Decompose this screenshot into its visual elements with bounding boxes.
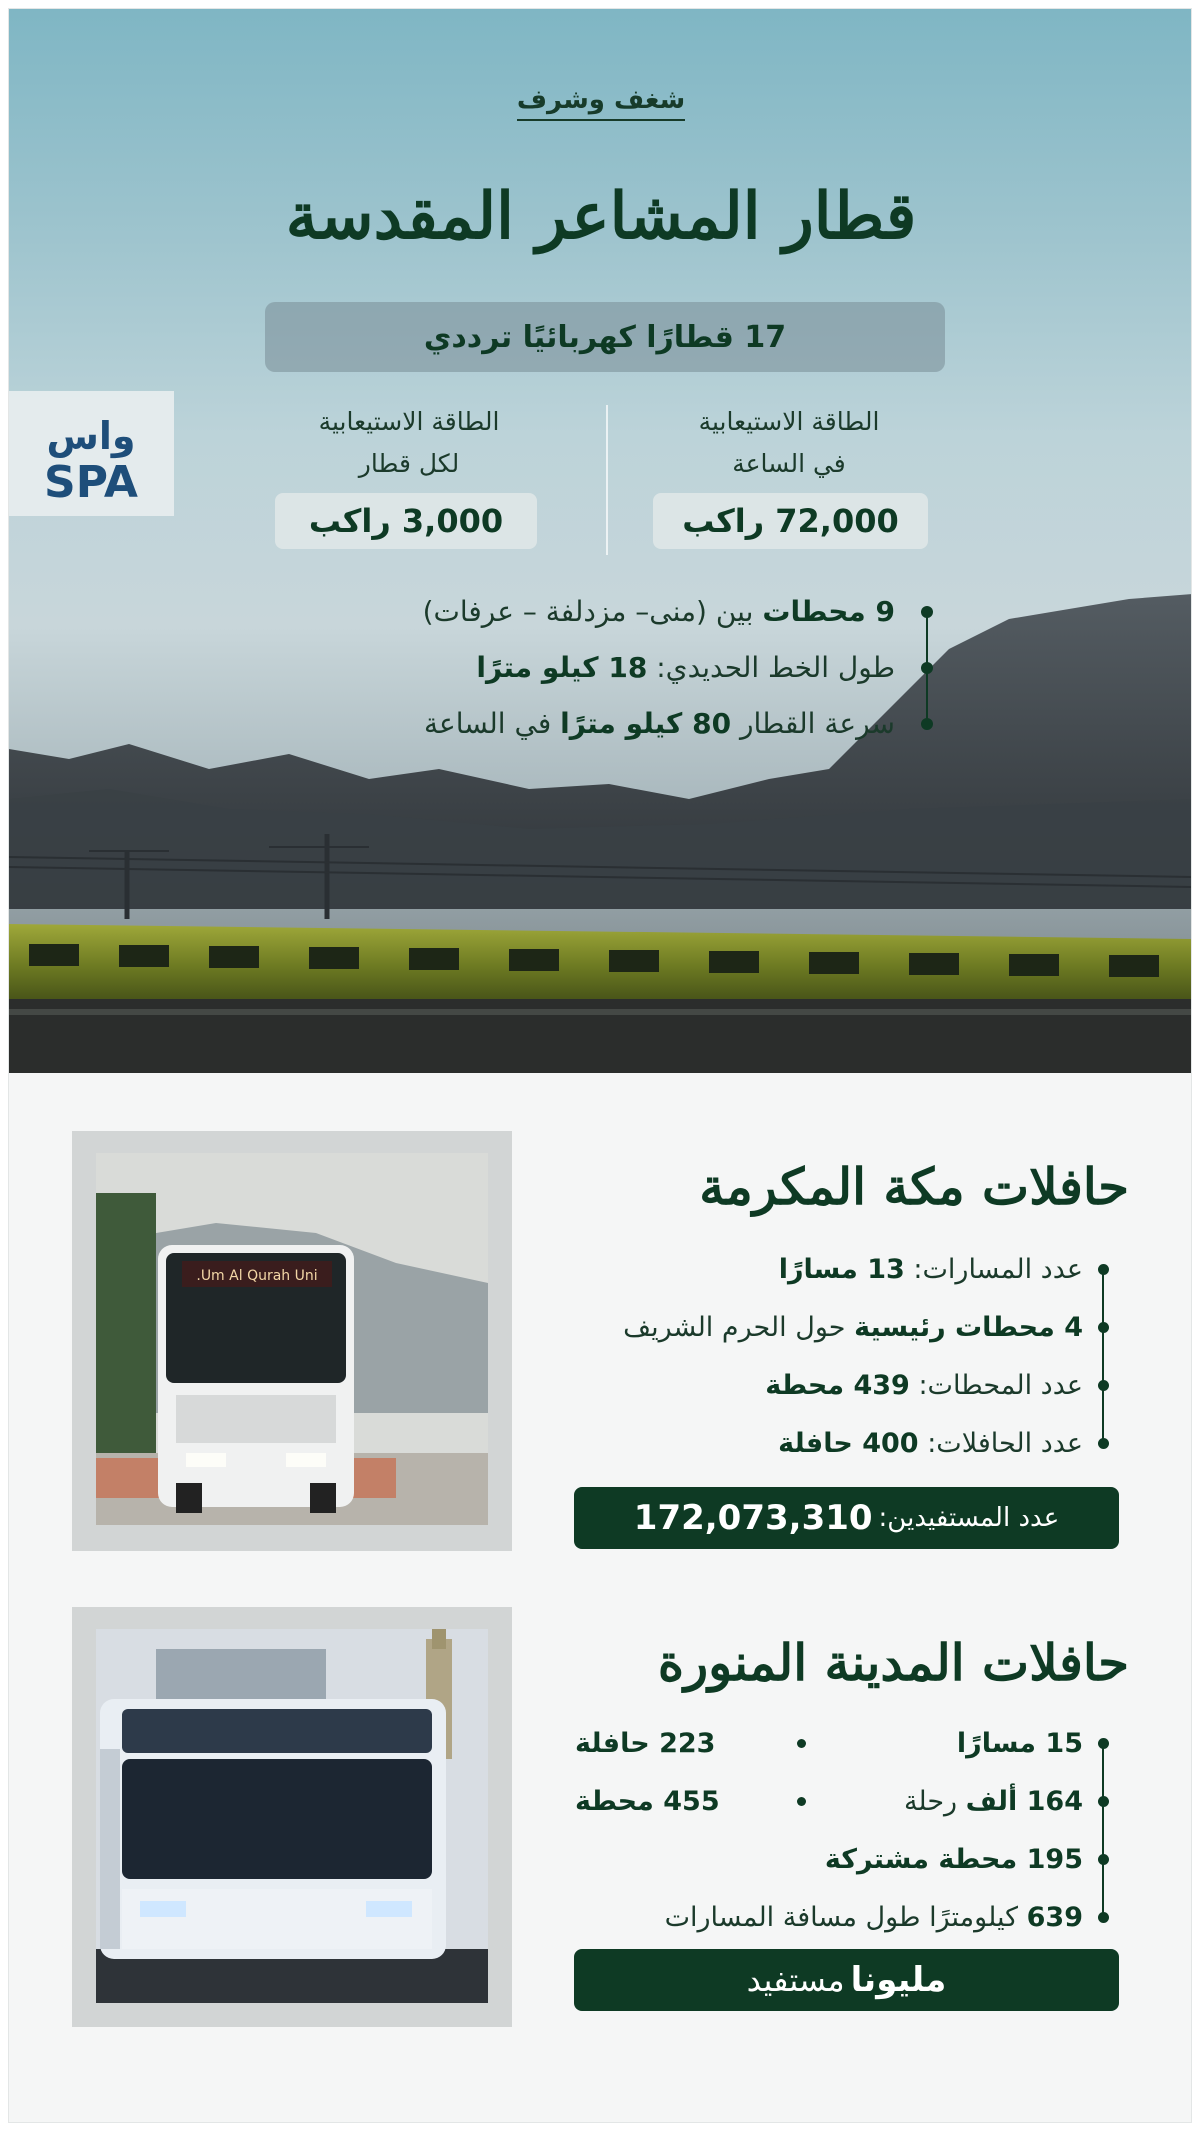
- kicker: شغف وشرف: [9, 85, 1192, 115]
- makkah-bus-photo-card: [72, 1131, 512, 1551]
- trains-count-pill: 17 قطارًا كهربائيًا ترددي: [265, 302, 945, 372]
- bullet-dot: [1098, 1264, 1109, 1275]
- bullet-dot: [1098, 1796, 1109, 1807]
- spa-logo-arabic: واس: [46, 414, 136, 458]
- bullet-dot: [1098, 1854, 1109, 1865]
- makkah-routes: عدد المسارات: 13 مسارًا: [569, 1241, 1109, 1299]
- madinah-route-length: 639 كيلومترًا طول مسافة المسارات: [569, 1889, 1109, 1947]
- fact-length: طول الخط الحديدي: 18 كيلو مترًا: [259, 640, 939, 696]
- infographic: [8, 8, 1192, 2123]
- madinah-row-routes-buses: [569, 1715, 1109, 1773]
- capacity-divider: [606, 405, 608, 555]
- page-title: قطار المشاعر المقدسة: [285, 179, 917, 254]
- madinah-stations: 455 محطة: [575, 1786, 720, 1817]
- bullet-dot: [921, 718, 933, 730]
- mountain-train-scene: [9, 9, 1192, 1073]
- train-hero: [9, 9, 1192, 1073]
- madinah-beneficiaries-pill: مليونا مستفيد: [574, 1949, 1119, 2011]
- madinah-routes: 15 مسارًا: [956, 1728, 1083, 1759]
- bullet-dot: [1098, 1322, 1109, 1333]
- capacity-per-hour-label: الطاقة الاستيعابية في الساعة: [698, 407, 880, 478]
- spa-logo-icon: [9, 391, 174, 516]
- makkah-main-stations: 4 محطات رئيسية حول الحرم الشريف: [569, 1299, 1109, 1357]
- spa-logo-latin: SPA: [44, 457, 138, 508]
- madinah-bus-photo-card: [72, 1607, 512, 2027]
- capacity-per-train-value: 3,000 راكب: [275, 493, 537, 549]
- madinah-buses-count: 223 حافلة: [575, 1728, 716, 1759]
- madinah-trips: 164 ألف رحلة: [903, 1786, 1083, 1817]
- bullet-dot: [921, 662, 933, 674]
- capacity-per-train-label: الطاقة الاستيعابية لكل قطار: [318, 407, 500, 478]
- bullet-dot: [1098, 1912, 1109, 1923]
- bus-destination-sign: Um Al Qurah Uni.: [196, 1268, 318, 1284]
- spa-logo: [9, 391, 174, 516]
- madinah-buses-title: حافلات المدينة المنورة: [657, 1633, 1129, 1692]
- bullet-dot: [1098, 1738, 1109, 1749]
- bullet-dot: [797, 1797, 806, 1806]
- madinah-bus-photo: [96, 1629, 488, 2003]
- train-facts-list: [259, 584, 939, 752]
- makkah-buses-count: عدد الحافلات: 400 حافلة: [569, 1415, 1109, 1473]
- capacity-per-hour-value: 72,000 راكب: [653, 493, 928, 549]
- bullet-dot: [1098, 1380, 1109, 1391]
- fact-stations: 9 محطات بين (منى– مزدلفة – عرفات): [259, 584, 939, 640]
- bus-image: [96, 1629, 488, 2003]
- madinah-shared-stations: 195 محطة مشتركة: [569, 1831, 1109, 1889]
- makkah-stations: عدد المحطات: 439 محطة: [569, 1357, 1109, 1415]
- madinah-row-trips-stations: [569, 1773, 1109, 1831]
- madinah-buses-list: [569, 1715, 1109, 1947]
- bullet-dot: [921, 606, 933, 618]
- bus-image: [96, 1153, 488, 1525]
- makkah-buses-title: حافلات مكة المكرمة: [699, 1157, 1129, 1216]
- makkah-buses-list: [569, 1241, 1109, 1473]
- bullet-dot: [797, 1739, 806, 1748]
- makkah-bus-photo: [96, 1153, 488, 1525]
- makkah-beneficiaries-pill: عدد المستفيدين: 172,073,310: [574, 1487, 1119, 1549]
- bullet-dot: [1098, 1438, 1109, 1449]
- fact-speed: سرعة القطار 80 كيلو مترًا في الساعة: [259, 696, 939, 752]
